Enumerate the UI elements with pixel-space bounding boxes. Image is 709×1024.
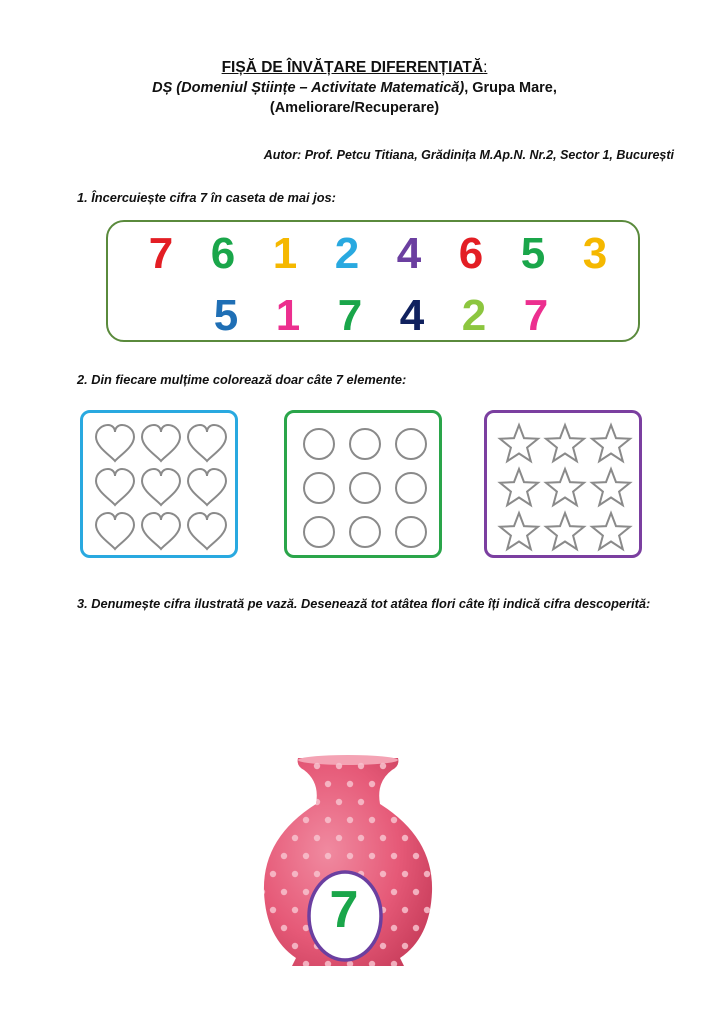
vase-dot [380, 943, 386, 949]
task2-instruction: 2. Din fiecare mulțime colorează doar câte 7 elemente: [77, 372, 407, 387]
heart-outline[interactable] [142, 425, 180, 461]
vase-dot [424, 943, 430, 949]
heart-outline[interactable] [188, 513, 226, 549]
vase-dot [347, 961, 353, 967]
heart-outline[interactable] [188, 425, 226, 461]
circle-outline[interactable] [350, 429, 380, 459]
vase-dot [380, 871, 386, 877]
star-outline[interactable] [546, 513, 584, 549]
digit-6[interactable]: 6 [210, 229, 236, 278]
vase-dot [369, 817, 375, 823]
vase-dot [259, 961, 265, 967]
vase-dot [270, 943, 276, 949]
circle-outline[interactable] [396, 473, 426, 503]
task1-instruction: 1. Încercuiește cifra 7 în caseta de mai jos: [77, 190, 336, 205]
vase-dot [314, 763, 320, 769]
vase-dot [402, 835, 408, 841]
vase-dot [292, 763, 298, 769]
vase-dot [380, 799, 386, 805]
heart-outline[interactable] [96, 513, 134, 549]
vase-dot [292, 943, 298, 949]
circle-outline[interactable] [304, 429, 334, 459]
vase-dot [336, 799, 342, 805]
vase-dot [413, 853, 419, 859]
vase-dot [303, 961, 309, 967]
vase-dot [270, 871, 276, 877]
circle-set [284, 410, 442, 558]
vase-dot [424, 907, 430, 913]
heart-outline[interactable] [188, 469, 226, 505]
star-outline[interactable] [546, 469, 584, 505]
vase-dot [424, 871, 430, 877]
vase-dot [325, 961, 331, 967]
heart-outline[interactable] [142, 469, 180, 505]
vase-dot [347, 853, 353, 859]
vase-dot [402, 799, 408, 805]
vase-dot [270, 835, 276, 841]
vase-dot [424, 835, 430, 841]
digit-6[interactable]: 6 [458, 229, 484, 278]
vase-dot [292, 871, 298, 877]
vase-digit: 7 [329, 881, 359, 939]
heart-set [80, 410, 238, 558]
vase-dot [259, 781, 265, 787]
digit-3[interactable]: 3 [582, 229, 608, 278]
vase-dot [336, 835, 342, 841]
circle-outline[interactable] [304, 473, 334, 503]
digit-7[interactable]: 7 [148, 229, 174, 278]
digit-7[interactable]: 7 [523, 291, 549, 340]
star-outline[interactable] [592, 425, 630, 461]
digit-7[interactable]: 7 [337, 291, 363, 340]
vase-dot [380, 763, 386, 769]
vase-dot [314, 799, 320, 805]
circle-outline[interactable] [350, 473, 380, 503]
vase-dot [292, 835, 298, 841]
vase-dot [424, 763, 430, 769]
digit-5[interactable]: 5 [213, 291, 239, 340]
vase-dot [325, 853, 331, 859]
vase-dot [402, 907, 408, 913]
worksheet-subtitle: DȘ (Domeniul Științe – Activitate Matematică), Grupa Mare, [152, 80, 557, 96]
vase-dot [413, 961, 419, 967]
digit-1[interactable]: 1 [275, 291, 301, 340]
star-outline[interactable] [500, 425, 538, 461]
vase-dot [292, 799, 298, 805]
vase-dot [391, 817, 397, 823]
vase-dot [281, 853, 287, 859]
vase-dot [402, 871, 408, 877]
heart-outline[interactable] [96, 469, 134, 505]
stars-grid [487, 413, 639, 555]
vase-dot [347, 781, 353, 787]
vase-dot [325, 817, 331, 823]
circle-outline[interactable] [304, 517, 334, 547]
vase-dot [358, 799, 364, 805]
vase-dot [270, 907, 276, 913]
vase-dot [259, 853, 265, 859]
vase-dot [380, 835, 386, 841]
vase-dot [281, 889, 287, 895]
vase-dot [281, 961, 287, 967]
vase-dot [402, 943, 408, 949]
vase-dot [325, 781, 331, 787]
vase-dot [314, 871, 320, 877]
worksheet-title: FIȘĂ DE ÎNVĂȚARE DIFERENȚIATĂ: [221, 59, 488, 76]
circle-outline[interactable] [350, 517, 380, 547]
vase-dot [303, 781, 309, 787]
author-line: Autor: Prof. Petcu Titiana, Grădinița M.Ap.N. Nr.2, Sector 1, București [263, 148, 674, 162]
vase-dot [391, 961, 397, 967]
vase-dot [303, 817, 309, 823]
vase-dot [402, 763, 408, 769]
vase-dot [413, 781, 419, 787]
vase-dot [369, 961, 375, 967]
vase-dot [391, 889, 397, 895]
vase-dot [314, 835, 320, 841]
vase-dot [369, 781, 375, 787]
star-outline[interactable] [592, 469, 630, 505]
digit-box [106, 220, 640, 342]
vase-dot [369, 853, 375, 859]
digit-1[interactable]: 1 [272, 229, 298, 278]
hearts-grid [83, 413, 235, 555]
vase-dot [336, 763, 342, 769]
vase-dot [358, 763, 364, 769]
digit-2[interactable]: 2 [461, 291, 487, 340]
vase-dot [413, 925, 419, 931]
digit-4[interactable]: 4 [396, 229, 422, 278]
vase-dot [281, 781, 287, 787]
vase-dot [281, 817, 287, 823]
circle-outline[interactable] [396, 429, 426, 459]
star-set [484, 410, 642, 558]
star-outline[interactable] [592, 513, 630, 549]
vase-dot [391, 781, 397, 787]
star-outline[interactable] [500, 513, 538, 549]
digit-2[interactable]: 2 [334, 229, 360, 278]
vase-dot [424, 799, 430, 805]
vase-dot [358, 835, 364, 841]
vase-dot [391, 925, 397, 931]
vase-dot [303, 853, 309, 859]
star-outline[interactable] [500, 469, 538, 505]
circles-grid [287, 413, 439, 555]
task3-instruction: 3. Denumește cifra ilustrată pe vază. Desenează tot atâtea flori câte îți indică cifra descoperită: [77, 596, 651, 611]
vase-dot [413, 889, 419, 895]
vase-dot [391, 853, 397, 859]
vase-dot [281, 925, 287, 931]
vase-dot [292, 907, 298, 913]
vase-dot [270, 799, 276, 805]
vase-dot [347, 817, 353, 823]
vase-dot [259, 889, 265, 895]
worksheet-subtitle-line2: (Ameliorare/Recuperare) [269, 100, 440, 116]
digit-5[interactable]: 5 [520, 229, 546, 278]
vase-dot [259, 925, 265, 931]
vase-dot [259, 817, 265, 823]
star-outline[interactable] [546, 425, 584, 461]
heart-outline[interactable] [96, 425, 134, 461]
circle-outline[interactable] [396, 517, 426, 547]
digit-4[interactable]: 4 [399, 291, 425, 340]
worksheet-header [0, 58, 709, 118]
vase-dot [270, 763, 276, 769]
heart-outline[interactable] [142, 513, 180, 549]
vase-dot [413, 817, 419, 823]
